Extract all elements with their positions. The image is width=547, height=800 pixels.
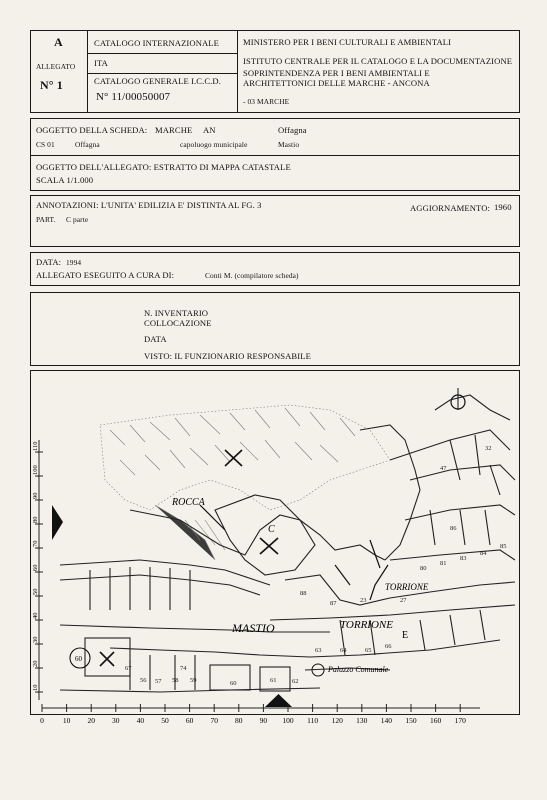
annotazioni-label: ANNOTAZIONI: L'UNITA' EDILIZIA E' DISTINTA AL FG. 3 — [36, 200, 262, 210]
x-tick-label: 90 — [259, 716, 268, 725]
y-tick-label: 110 — [32, 441, 39, 451]
y-tick-label: 30 — [32, 636, 39, 643]
x-tick-label: 50 — [161, 716, 169, 725]
left-triangle-marker — [52, 505, 63, 540]
x-tick-label: 20 — [87, 716, 95, 725]
parcel-number: 81 — [440, 560, 447, 567]
oggetto-region: MARCHE — [155, 125, 193, 135]
ita-label: ITA — [94, 58, 108, 68]
label-e: E — [402, 630, 409, 641]
parcel-number: 32 — [485, 445, 492, 452]
eseguito-value: Conti M. (compilatore scheda) — [205, 271, 299, 280]
x-tick-label: 100 — [282, 716, 294, 725]
catalogo-numero: N° 11/00050007 — [96, 91, 171, 103]
region-label: - 03 MARCHE — [243, 97, 290, 106]
y-axis-ticks — [32, 441, 43, 692]
x-tick-label: 160 — [429, 716, 442, 725]
catalogo-generale: CATALOGO GENERALE I.C.C.D. — [94, 76, 221, 86]
y-tick-label: 10 — [32, 684, 39, 691]
x-tick-label: 40 — [136, 716, 145, 725]
label-palazzo: Palazzo Comunale — [328, 665, 389, 674]
inventario-visto: VISTO: IL FUNZIONARIO RESPONSABILE — [144, 351, 311, 361]
inventario-number: N. INVENTARIO — [144, 308, 209, 318]
part-value: C parte — [66, 215, 89, 224]
parcel-number: 66 — [385, 643, 392, 650]
x-tick-label: 150 — [405, 716, 417, 725]
y-tick-label: 90 — [32, 492, 39, 499]
y-tick-label: 80 — [32, 516, 39, 523]
istituto: ISTITUTO CENTRALE PER IL CATALOGO E LA DOCUMENTAZIONE — [243, 56, 513, 66]
x-tick-label: 110 — [307, 716, 319, 725]
data-label: DATA: — [36, 257, 62, 267]
parcel-number: 60 — [230, 680, 237, 687]
parcel-number: 83 — [460, 555, 467, 562]
parcel-number: 74 — [180, 665, 187, 672]
oggetto-comune: Offagna — [278, 125, 307, 135]
header-divider-1 — [87, 30, 88, 113]
aggiornamento-label: AGGIORNAMENTO: — [410, 203, 491, 213]
parcel-number: 67 — [125, 665, 132, 672]
y-tick-label: 40 — [32, 612, 39, 619]
parcel-number: 85 — [500, 543, 507, 550]
part-label: PART. — [36, 215, 56, 224]
inventario-data: DATA — [144, 334, 167, 344]
parcel-number: 58 — [172, 677, 179, 684]
oggetto-subject: Mastio — [278, 140, 300, 149]
parcel-number: 57 — [155, 678, 162, 685]
y-tick-label: 60 — [32, 564, 39, 571]
y-tick-label: 100 — [32, 465, 39, 475]
x-tick-label: 70 — [210, 716, 218, 725]
terrain-hatching — [100, 405, 390, 560]
label-c: C — [268, 524, 275, 535]
y-tick-label: 50 — [32, 588, 39, 595]
y-tick-label: 70 — [32, 540, 39, 547]
parcel-number: 56 — [140, 677, 147, 684]
map-arrows — [200, 505, 388, 600]
parcel-number: 64 — [340, 647, 347, 654]
label-sixty: 60 — [75, 655, 82, 663]
oggetto-divider — [30, 155, 520, 156]
soprintendenza-line-1: SOPRINTENDENZA PER I BENI AMBIENTALI E — [243, 68, 430, 78]
parcel-outlines — [60, 395, 515, 692]
parcel-number: 62 — [292, 678, 299, 685]
cadastral-map — [30, 370, 520, 725]
oggetto-code: CS 01 — [36, 140, 55, 149]
inventario-collocazione: COLLOCAZIONE — [144, 318, 212, 328]
x-tick-label: 80 — [235, 716, 243, 725]
parcel-number: 84 — [480, 550, 487, 557]
oggetto-province: AN — [203, 125, 216, 135]
label-rocca: ROCCA — [172, 497, 205, 508]
oggetto-scala: SCALA 1/1.000 — [36, 175, 94, 185]
aggiornamento-value: 1960 — [494, 202, 512, 212]
x-tick-label: 170 — [454, 716, 466, 725]
parcel-number: 80 — [420, 565, 427, 572]
parcel-number: 27 — [400, 597, 407, 604]
oggetto-type: capoluogo municipale — [180, 140, 248, 149]
parcel-number: 23 — [360, 597, 367, 604]
x-tick-label: 0 — [40, 716, 44, 725]
y-tick-label: 20 — [32, 660, 39, 667]
header-divider-2 — [237, 30, 238, 113]
x-tick-label: 120 — [331, 716, 343, 725]
x-tick-label: 60 — [185, 716, 194, 725]
x-tick-label: 30 — [112, 716, 120, 725]
eseguito-label: ALLEGATO ESEGUITO A CURA DI: — [36, 270, 175, 280]
parcel-number: 86 — [450, 525, 457, 532]
allegato-letter: A — [54, 35, 63, 49]
catalogo-internazionale: CATALOGO INTERNAZIONALE — [94, 38, 220, 48]
label-mastio: MASTIO — [232, 621, 275, 635]
oggetto-label: OGGETTO DELLA SCHEDA: — [36, 125, 148, 135]
header-row-divider-2 — [87, 73, 237, 74]
oggetto-locality: Offagna — [75, 140, 100, 149]
oggetto-allegato: OGGETTO DELL'ALLEGATO: ESTRATTO DI MAPPA CATASTALE — [36, 162, 291, 172]
x-tick-label: 10 — [62, 716, 71, 725]
ministero: MINISTERO PER I BENI CULTURALI E AMBIENTALI — [243, 37, 452, 47]
header-row-divider-1 — [87, 53, 237, 54]
x-tick-label: 130 — [356, 716, 368, 725]
parcel-number: 88 — [300, 590, 307, 597]
parcel-number: 87 — [330, 600, 337, 607]
parcel-number: 63 — [315, 647, 322, 654]
parcel-number: 61 — [270, 677, 277, 684]
soprintendenza-line-2: ARCHITETTONICI DELLE MARCHE - ANCONA — [243, 78, 430, 88]
label-torrione-2: TORRIONE — [340, 619, 393, 631]
x-tick-label: 140 — [380, 716, 393, 725]
parcel-number: 65 — [365, 647, 372, 654]
label-torrione-1: TORRIONE — [385, 582, 429, 592]
allegato-number: N° 1 — [40, 78, 63, 92]
allegato-label: ALLEGATO — [36, 62, 76, 71]
data-value: 1994 — [66, 258, 82, 267]
parcel-number: 47 — [440, 465, 447, 472]
x-axis-ticks — [40, 704, 466, 725]
parcel-number: 59 — [190, 677, 197, 684]
